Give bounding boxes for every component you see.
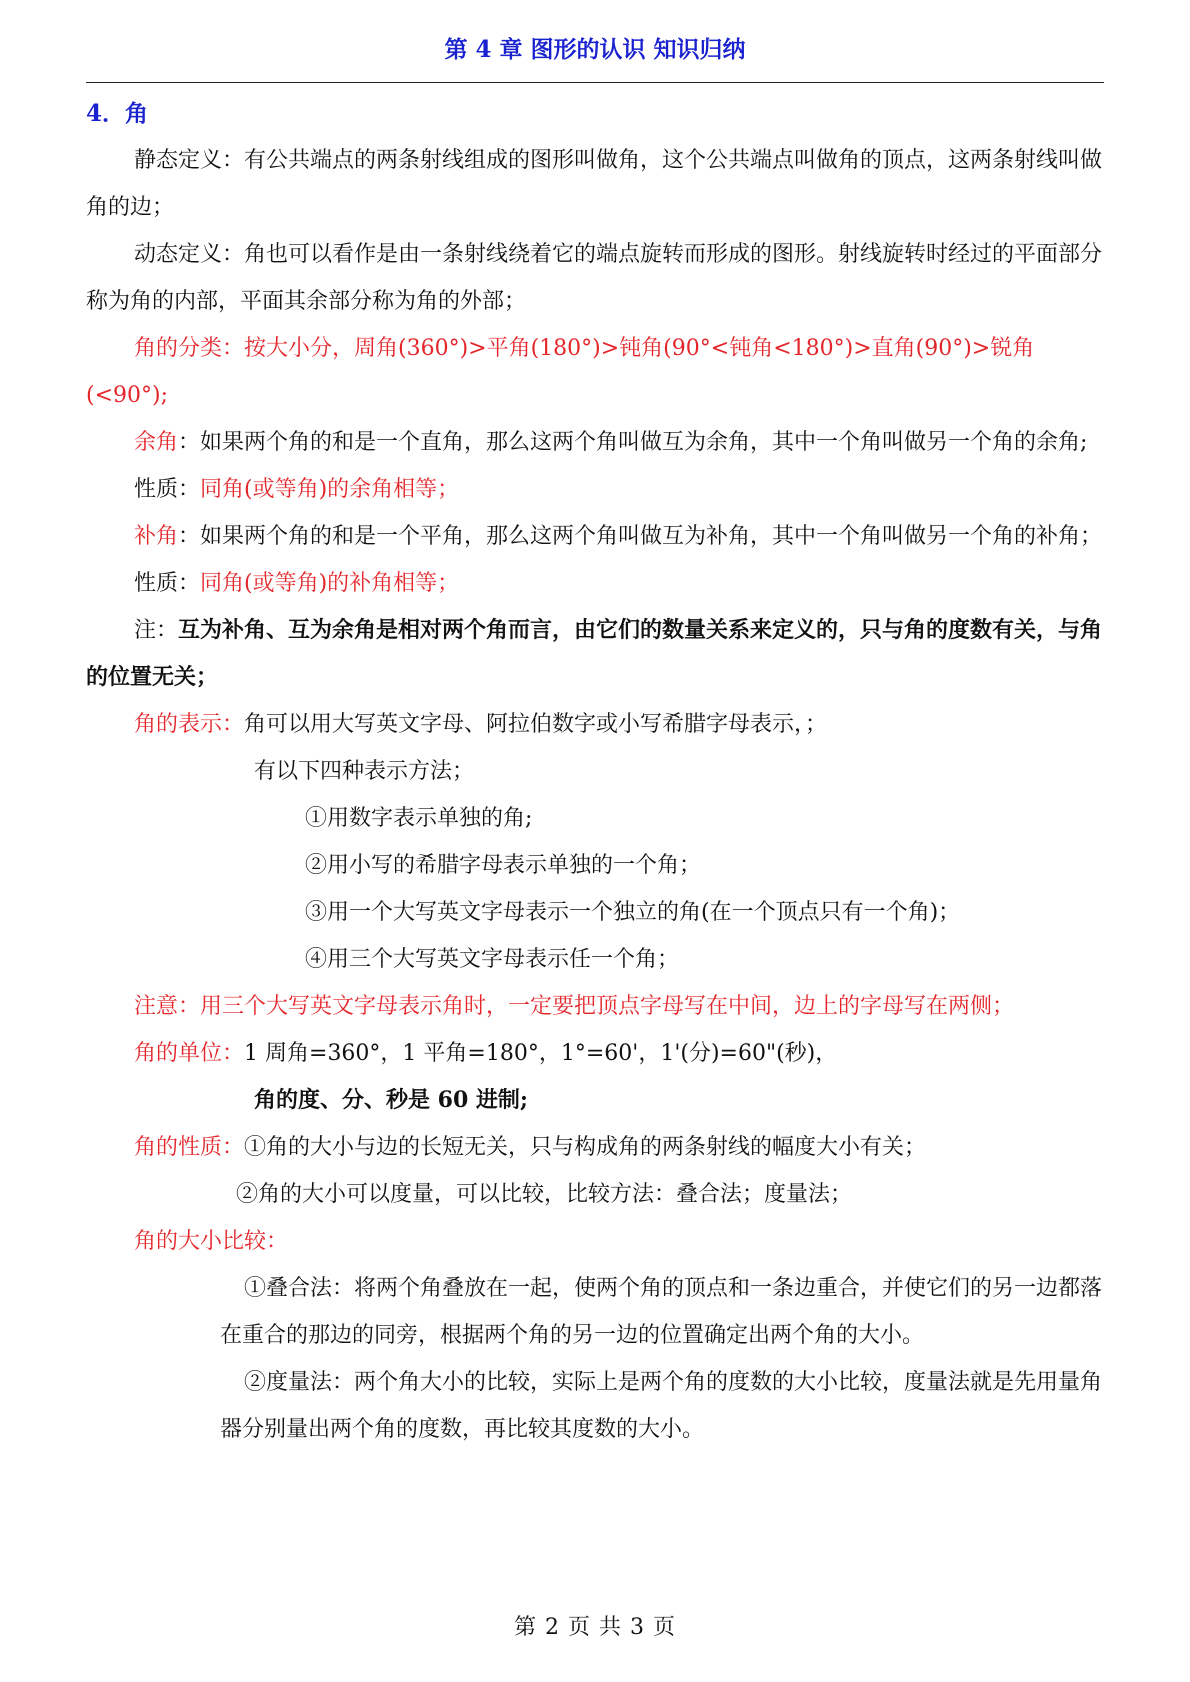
supplement-property-label: 性质： xyxy=(134,571,201,596)
supplement-label: 补角 xyxy=(134,524,179,549)
representation-methods-intro: 有以下四种表示方法； xyxy=(254,759,475,784)
representation-label: 角的表示： xyxy=(134,712,245,737)
comparison-label: 角的大小比较： xyxy=(134,1229,289,1254)
dynamic-definition: 动态定义：角也可以看作是由一条射线绕着它的端点旋转而形成的图形。射线旋转时经过的平面部分称为角的内部，平面其余部分称为角的外部； xyxy=(86,242,1103,314)
page-header xyxy=(86,30,1104,83)
supplement-property xyxy=(86,560,1104,607)
unit-note: 角的度、分、秒是 60 进制; xyxy=(254,1087,529,1113)
comparison-method-measure: ②度量法：两个角大小的比较，实际上是两个角的度数的大小比较，度量法就是先用量角器分别量出两个角的度数，再比较其度数的大小。 xyxy=(220,1370,1103,1442)
note-paragraph xyxy=(86,607,1104,701)
note-label: 注： xyxy=(134,618,179,643)
static-definition: 静态定义：有公共端点的两条射线组成的图形叫做角，这个公共端点叫做角的顶点，这两条射线叫做角的边； xyxy=(86,148,1103,220)
property-item-1: ①角的大小与边的长短无关，只与构成角的两条射线的幅度大小有关； xyxy=(244,1135,927,1160)
note-text: 互为补角、互为余角是相对两个角而言，由它们的数量关系来定义的，只与角的度数有关，与角的位置无关； xyxy=(86,617,1103,690)
page-number: 第 2 页 共 3 页 xyxy=(514,1615,676,1640)
supplement-definition xyxy=(86,513,1104,560)
section-title: 4．角 xyxy=(86,100,149,127)
property-item-2: ②角的大小可以度量，可以比较，比较方法：叠合法；度量法； xyxy=(236,1182,853,1207)
unit-text: 1 周角=360°，1 平角=180°，1°=60'，1'(分)=60"(秒)， xyxy=(244,1041,838,1066)
unit-paragraph xyxy=(86,1030,1104,1077)
representation-method-item: ③用一个大写英文字母表示一个独立的角(在一个顶点只有一个角)； xyxy=(305,900,961,925)
complement-text: ：如果两个角的和是一个直角，那么这两个角叫做互为余角，其中一个角叫做另一个角的余角; xyxy=(178,430,1088,455)
unit-label: 角的单位： xyxy=(134,1041,245,1066)
complement-property xyxy=(86,466,1104,513)
angle-classification: 角的分类：按大小分，周角(360°)>平角(180°)>钝角(90°<钝角<180°)>直角(90°)>锐角(<90°); xyxy=(86,336,1035,408)
complement-definition xyxy=(86,419,1104,466)
page-content xyxy=(86,90,1104,1453)
representation-paragraph xyxy=(86,701,1104,748)
complement-label: 余角 xyxy=(134,430,179,455)
property-paragraph xyxy=(86,1124,1104,1171)
page-footer xyxy=(0,1610,1190,1641)
complement-property-text: 同角(或等角)的余角相等； xyxy=(200,477,460,502)
representation-method-item: ④用三个大写英文字母表示任一个角； xyxy=(305,947,680,972)
comparison-method-overlap: ①叠合法：将两个角叠放在一起，使两个角的顶点和一条边重合，并使它们的另一边都落在重合的那边的同旁，根据两个角的另一边的位置确定出两个角的大小。 xyxy=(220,1276,1103,1348)
complement-property-label: 性质： xyxy=(134,477,201,502)
representation-text: 角可以用大写英文字母、阿拉伯数字或小写希腊字母表示，； xyxy=(244,712,828,737)
supplement-property-text: 同角(或等角)的补角相等； xyxy=(200,571,460,596)
representation-method-item: ①用数字表示单独的角; xyxy=(305,806,533,831)
caution-note: 注意：用三个大写英文字母表示角时，一定要把顶点字母写在中间，边上的字母写在两侧； xyxy=(134,994,1015,1019)
supplement-text: ：如果两个角的和是一个平角，那么这两个角叫做互为补角，其中一个角叫做另一个角的补角； xyxy=(178,524,1103,549)
property-label: 角的性质： xyxy=(134,1135,245,1160)
header-title: 第 4 章 图形的认识 知识归纳 xyxy=(444,36,746,63)
representation-method-item: ②用小写的希腊字母表示单独的一个角； xyxy=(305,853,702,878)
